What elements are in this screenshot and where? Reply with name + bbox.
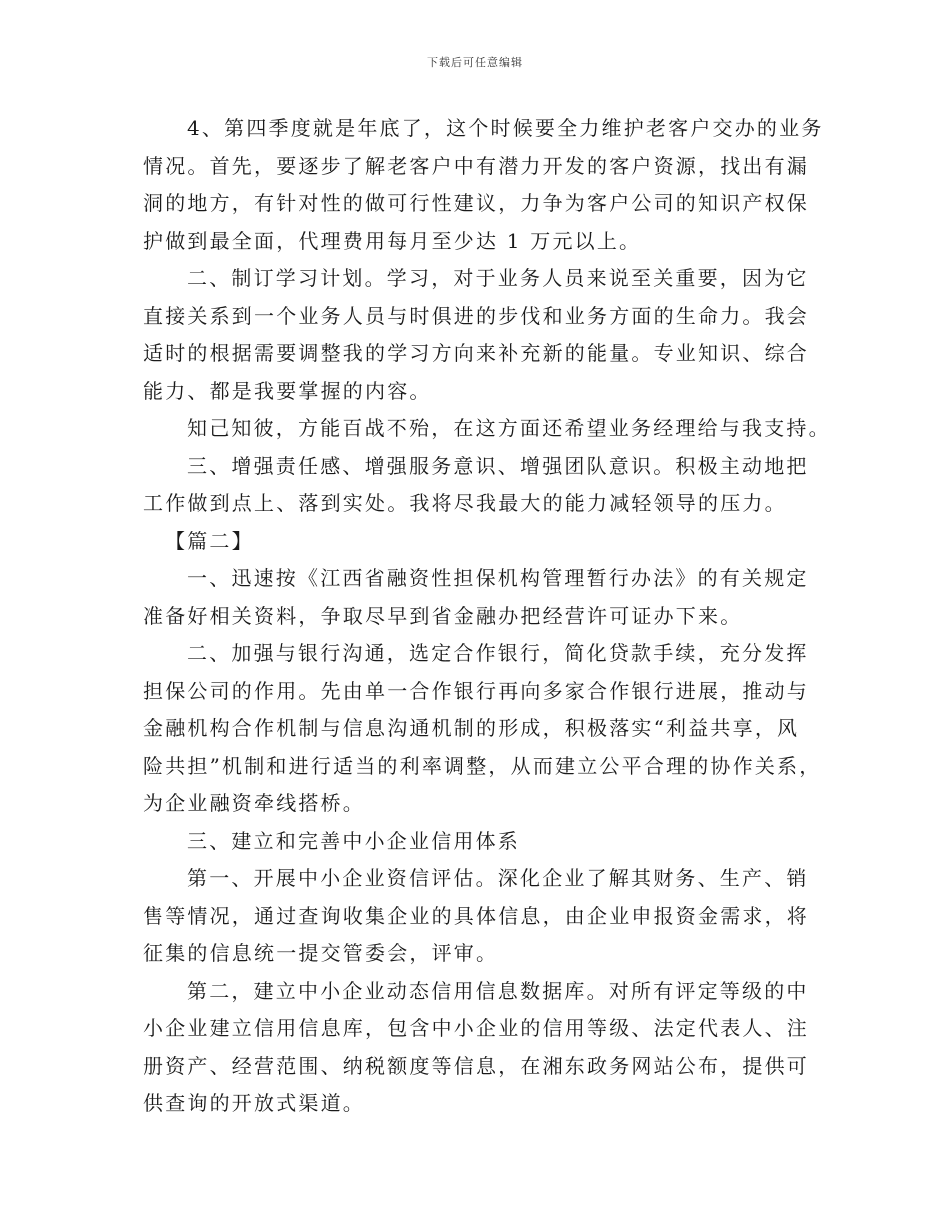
text-line: 为企业融资牵线搭桥。 (143, 791, 365, 815)
text-line: 册资产、经营范围、纳税额度等信息，在湘东政务网站公布，提供可 (143, 1053, 809, 1078)
text-line: 售等情况，通过查询收集企业的具体信息，由企业申报资金需求，将 (143, 903, 809, 928)
section-heading: 【篇二】 (165, 528, 254, 553)
text-line: 第二，建立中小企业动态信用信息数据库。对所有评定等级的中 (187, 978, 809, 1003)
text-line: 能力、都是我要掌握的内容。 (143, 378, 432, 403)
text-line: 一、迅速按《江西省融资性担保机构管理暂行办法》的有关规定 (187, 566, 809, 590)
text-line: 金融机构合作机制与信息沟通机制的形成，积极落实“利益共享，风 (143, 716, 800, 740)
text-line: 准备好相关资料，争取尽早到省金融办把经营许可证办下来。 (143, 603, 743, 628)
text-line: 小企业建立信用信息库，包含中小企业的信用等级、法定代表人、注 (143, 1016, 809, 1040)
text-line: 工作做到点上、落到实处。我将尽我最大的能力减轻领导的压力。 (143, 491, 787, 515)
page-header: 下载后可任意编辑 (427, 56, 523, 69)
text-line: 险共担”机制和进行适当的利率调整，从而建立公平合理的协作关系， (143, 753, 822, 778)
document-body (143, 110, 831, 1123)
text-line: 三、建立和完善中小企业信用体系 (187, 828, 520, 853)
text-line: 情况。首先，要逐步了解老客户中有潜力开发的客户资源，找出有漏 (143, 153, 809, 178)
text-line: 知己知彼，方能百战不殆，在这方面还希望业务经理给与我支持。 (187, 416, 831, 440)
text-line: 征集的信息统一提交管委会，评审。 (143, 941, 499, 965)
text-line: 洞的地方，有针对性的做可行性建议，力争为客户公司的知识产权保 (143, 191, 809, 215)
text-line: 直接关系到一个业务人员与时俱进的步伐和业务方面的生命力。我会 (143, 303, 809, 328)
text-line: 供查询的开放式渠道。 (143, 1091, 365, 1115)
text-line: 适时的根据需要调整我的学习方向来补充新的能量。专业知识、综合 (143, 341, 809, 365)
text-line: 二、加强与银行沟通，选定合作银行，简化贷款手续，充分发挥 (187, 641, 809, 665)
text-line: 4、第四季度就是年底了，这个时候要全力维护老客户交办的业务 (187, 116, 824, 140)
text-line: 担保公司的作用。先由单一合作银行再向多家合作银行进展，推动与 (143, 678, 809, 703)
text-line: 第一、开展中小企业资信评估。深化企业了解其财务、生产、销 (187, 866, 809, 890)
text-line: 二、制订学习计划。学习，对于业务人员来说至关重要，因为它 (187, 266, 809, 290)
text-line: 护做到最全面，代理费用每月至少达 1 万元以上。 (143, 228, 642, 253)
text-line: 三、增强责任感、增强服务意识、增强团队意识。积极主动地把 (187, 453, 809, 478)
